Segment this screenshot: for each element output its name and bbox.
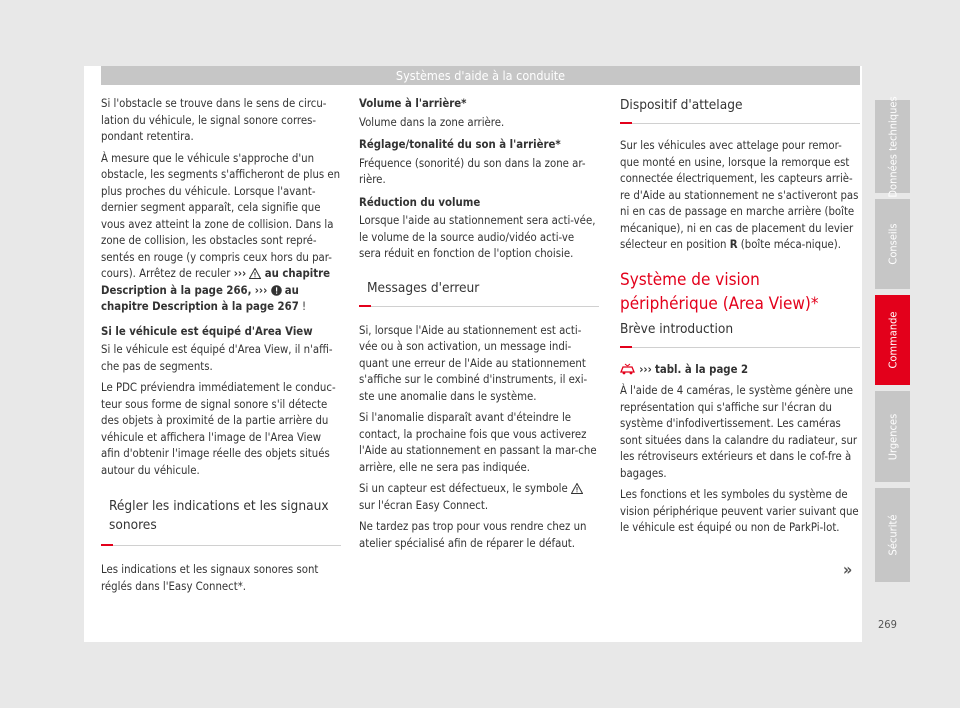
link-reference[interactable]: au chapitre Description à la page 267 — [101, 283, 299, 313]
tab-commande[interactable] — [875, 295, 910, 385]
section-heading — [620, 96, 860, 124]
subheading: Volume à l'arrière* — [359, 97, 467, 110]
arrow-ref: ››› — [639, 362, 652, 376]
link-reference[interactable]: tabl. à la page 2 — [655, 362, 749, 376]
paragraph: Si le véhicule est équipé d'Area View, il n'affi-che pas de segments. — [101, 343, 333, 373]
paragraph: Les fonctions et les symboles du système de vision périphérique peuvent varier suivant que le véhicule est équipé ou non de ParkPi-lot. — [620, 488, 859, 534]
column-2 — [359, 96, 599, 557]
paragraph: Lorsque l'aide au stationnement sera acti-vée, le volume de la source audio/vidéo acti-ve sera réduit en fonction de l'option choisie. — [359, 214, 596, 260]
text: (boîte méca-nique). — [740, 238, 841, 251]
section-title: Brève introduction — [620, 320, 734, 337]
column-1 — [101, 96, 341, 600]
text: ! — [302, 300, 307, 313]
text: sur l'écran Easy Connect. — [359, 498, 489, 512]
paragraph — [101, 151, 341, 316]
text: À mesure que le véhicule s'approche d'un obstacle, les segments s'afficheront de plus en plus proches du véhicule. Lorsque l'avant-dernier segment apparaît, cela signifie que vous avez atteint la zone de collision. Dans la zone de collision, les obstacles sont repré-sentés en rouge (y compris ceux hors du par-cours). Arrêtez de reculer — [101, 151, 341, 280]
chapter-title: Système de vision périphérique (Area View)* — [620, 269, 819, 314]
accent-bar — [620, 122, 632, 124]
arrow-ref: ››› — [233, 267, 247, 280]
paragraph: Volume dans la zone arrière. — [359, 115, 505, 129]
page-header: Systèmes d'aide à la conduite — [101, 66, 860, 85]
paragraph: Fréquence (sonorité) du son dans la zone ar-rière. — [359, 156, 586, 186]
section-heading — [101, 497, 341, 546]
subheading: Si le véhicule est équipé d'Area View — [101, 324, 313, 338]
paragraph: Le PDC préviendra immédiatement le conduc-teur sous forme de signal sonore s'il détecte des objets à proximité de la partie arrière du véhicule et affichera l'image de l'Area View afin d'obtenir l'image réelle des objets situés autour du véhicule. — [101, 381, 336, 477]
subheading: Réglage/tonalité du son à l'arrière* — [359, 138, 561, 151]
subheading: Réduction du volume — [359, 195, 481, 209]
paragraph: À l'aide de 4 caméras, le système génère une représentation qui s'affiche sur l'écran du système d'infodivertissement. Les caméras sont situées dans la calandre du radiateur, sur les rétroviseurs extérieurs et dans le cof-fre à bagages. — [620, 384, 858, 480]
accent-bar — [101, 544, 113, 546]
accent-bar — [359, 305, 371, 307]
paragraph: Si l'anomalie disparaît avant d'éteindre le contact, la prochaine fois que vous activerez l'Aide au stationnement en passant la mar-che arrière, elle ne sera pas indiquée. — [359, 411, 597, 474]
warning-icon — [249, 268, 261, 279]
section-heading — [620, 320, 860, 348]
warning-icon — [571, 483, 583, 494]
gear-position: R — [729, 238, 738, 251]
paragraph: Si, lorsque l'Aide au stationnement est acti-vée ou à son activation, un message indi-quant une erreur de l'Aide au stationnement s'affiche sur le combiné d'instruments, il exi-ste une anomalie dans le système. — [359, 323, 588, 403]
continue-icon: » — [843, 560, 853, 579]
tab-label: Données techniques — [886, 95, 899, 198]
section-title: Dispositif d'attelage — [620, 97, 743, 113]
link-reference[interactable]: au chapitre Description à la page 266, — [101, 267, 330, 297]
tab-label: Urgences — [886, 413, 899, 460]
paragraph — [620, 362, 860, 379]
paragraph — [359, 481, 599, 514]
tab-label: Commande — [886, 311, 899, 369]
section-title: Messages d'erreur — [367, 279, 480, 296]
car-camera-icon — [620, 363, 636, 375]
paragraph: Si l'obstacle se trouve dans le sens de circu-lation du véhicule, le signal sonore corres-pondant retentira. — [101, 97, 327, 143]
paragraph: Les indications et les signaux sonores sont réglés dans l'Easy Connect*. — [101, 563, 319, 593]
section-title: Régler les indications et les signaux sonores — [109, 498, 329, 533]
accent-bar — [620, 346, 632, 348]
page-number: 269 — [878, 618, 897, 631]
paragraph: Ne tardez pas trop pour vous rendre chez un atelier spécialisé afin de réparer le défaut. — [359, 520, 587, 550]
text: Sur les véhicules avec attelage pour remor-que monté en usine, lorsque la remorque est connectée électriquement, les capteurs arriè-re d'Aide au stationnement ne s'activeront pas ni en cas de passage en marche arrière (boîte mécanique), ni en cas de placement du levier sélecteur en position — [620, 139, 859, 251]
tab-conseils[interactable] — [875, 199, 910, 289]
arrow-ref: ››› — [254, 283, 268, 297]
tab-urgences[interactable] — [875, 391, 910, 482]
tab-donnees-techniques[interactable] — [875, 95, 910, 198]
tab-label: Sécurité — [886, 514, 899, 556]
section-heading — [359, 279, 599, 307]
column-3 — [620, 96, 860, 542]
tab-securite[interactable] — [875, 488, 910, 582]
text: Si un capteur est défectueux, le symbole — [359, 482, 568, 495]
tab-label: Conseils — [886, 223, 899, 265]
info-circle-icon — [271, 285, 282, 296]
paragraph — [620, 138, 860, 254]
